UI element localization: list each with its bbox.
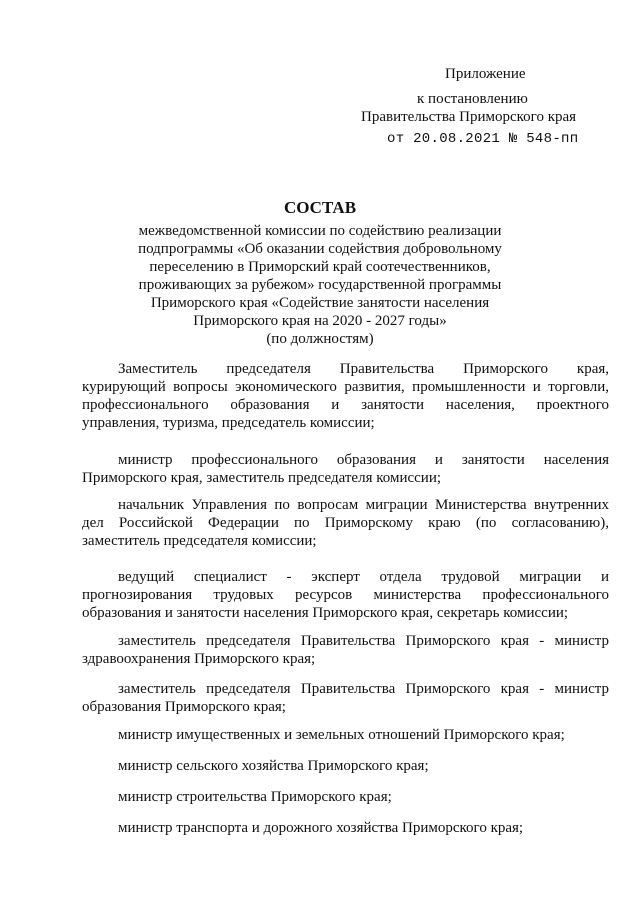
subtitle-line: переселению в Приморский край соотечественников, bbox=[149, 259, 491, 275]
subtitle-line: проживающих за рубежом» государственной программы bbox=[138, 277, 502, 293]
member-line: прогнозирования трудовых ресурсов министерства профессионального bbox=[82, 587, 609, 603]
member-line: дел Российской Федерации по Приморскому краю (по согласованию), bbox=[82, 515, 609, 531]
member-line: заместитель председателя Правительства Приморского края - министр bbox=[118, 633, 609, 649]
member-item bbox=[82, 819, 609, 837]
member-line: управления, туризма, председатель комиссии; bbox=[82, 415, 375, 431]
member-line: министр транспорта и дорожного хозяйства Приморского края; bbox=[118, 820, 524, 836]
member-line: профессионального образования и занятости населения, проектного bbox=[82, 397, 609, 413]
member-line: Приморского края, заместитель председателя комиссии; bbox=[82, 470, 442, 486]
member-item bbox=[82, 360, 609, 432]
member-line: здравоохранения Приморского края; bbox=[82, 651, 316, 667]
member-line: ведущий специалист - эксперт отдела трудовой миграции и bbox=[118, 569, 609, 585]
member-item bbox=[82, 788, 609, 806]
appendix-label: Приложение bbox=[445, 66, 526, 82]
member-item bbox=[82, 496, 609, 550]
member-item bbox=[82, 726, 609, 744]
resolution-label: к постановлению bbox=[417, 91, 528, 107]
member-line: заместитель председателя комиссии; bbox=[82, 533, 317, 549]
member-item bbox=[82, 680, 609, 716]
member-line: курирующий вопросы экономического развития, промышленности и торговли, bbox=[82, 379, 609, 395]
subtitle-line: межведомственной комиссии по содействию реализации bbox=[138, 223, 502, 239]
member-item bbox=[82, 632, 609, 668]
subtitle-line: Приморского края «Содействие занятости населения bbox=[150, 295, 490, 311]
member-item bbox=[82, 568, 609, 622]
member-item bbox=[82, 451, 609, 487]
member-line: начальник Управления по вопросам миграции Министерства внутренних bbox=[118, 497, 609, 513]
member-item bbox=[82, 757, 609, 775]
member-line: образования Приморского края; bbox=[82, 699, 286, 715]
subtitle-line: Приморского края на 2020 - 2027 годы» bbox=[193, 313, 447, 329]
resolution-date-number: от 20.08.2021 № 548-пп bbox=[387, 131, 579, 147]
subtitle-line: подпрограммы «Об оказании содействия добровольному bbox=[138, 241, 502, 257]
member-line: министр строительства Приморского края; bbox=[118, 789, 392, 805]
subtitle-note: (по должностям) bbox=[266, 331, 374, 347]
member-line: министр профессионального образования и занятости населения bbox=[118, 452, 609, 468]
member-line: заместитель председателя Правительства Приморского края - министр bbox=[118, 681, 609, 697]
government-label: Правительства Приморского края bbox=[361, 109, 577, 125]
member-line: образования и занятости населения Приморского края, секретарь комиссии; bbox=[82, 605, 569, 621]
member-line: Заместитель председателя Правительства Приморского края, bbox=[118, 361, 609, 377]
member-line: министр имущественных и земельных отношений Приморского края; bbox=[118, 727, 565, 743]
document-title: СОСТАВ bbox=[283, 198, 357, 217]
member-line: министр сельского хозяйства Приморского края; bbox=[118, 758, 429, 774]
